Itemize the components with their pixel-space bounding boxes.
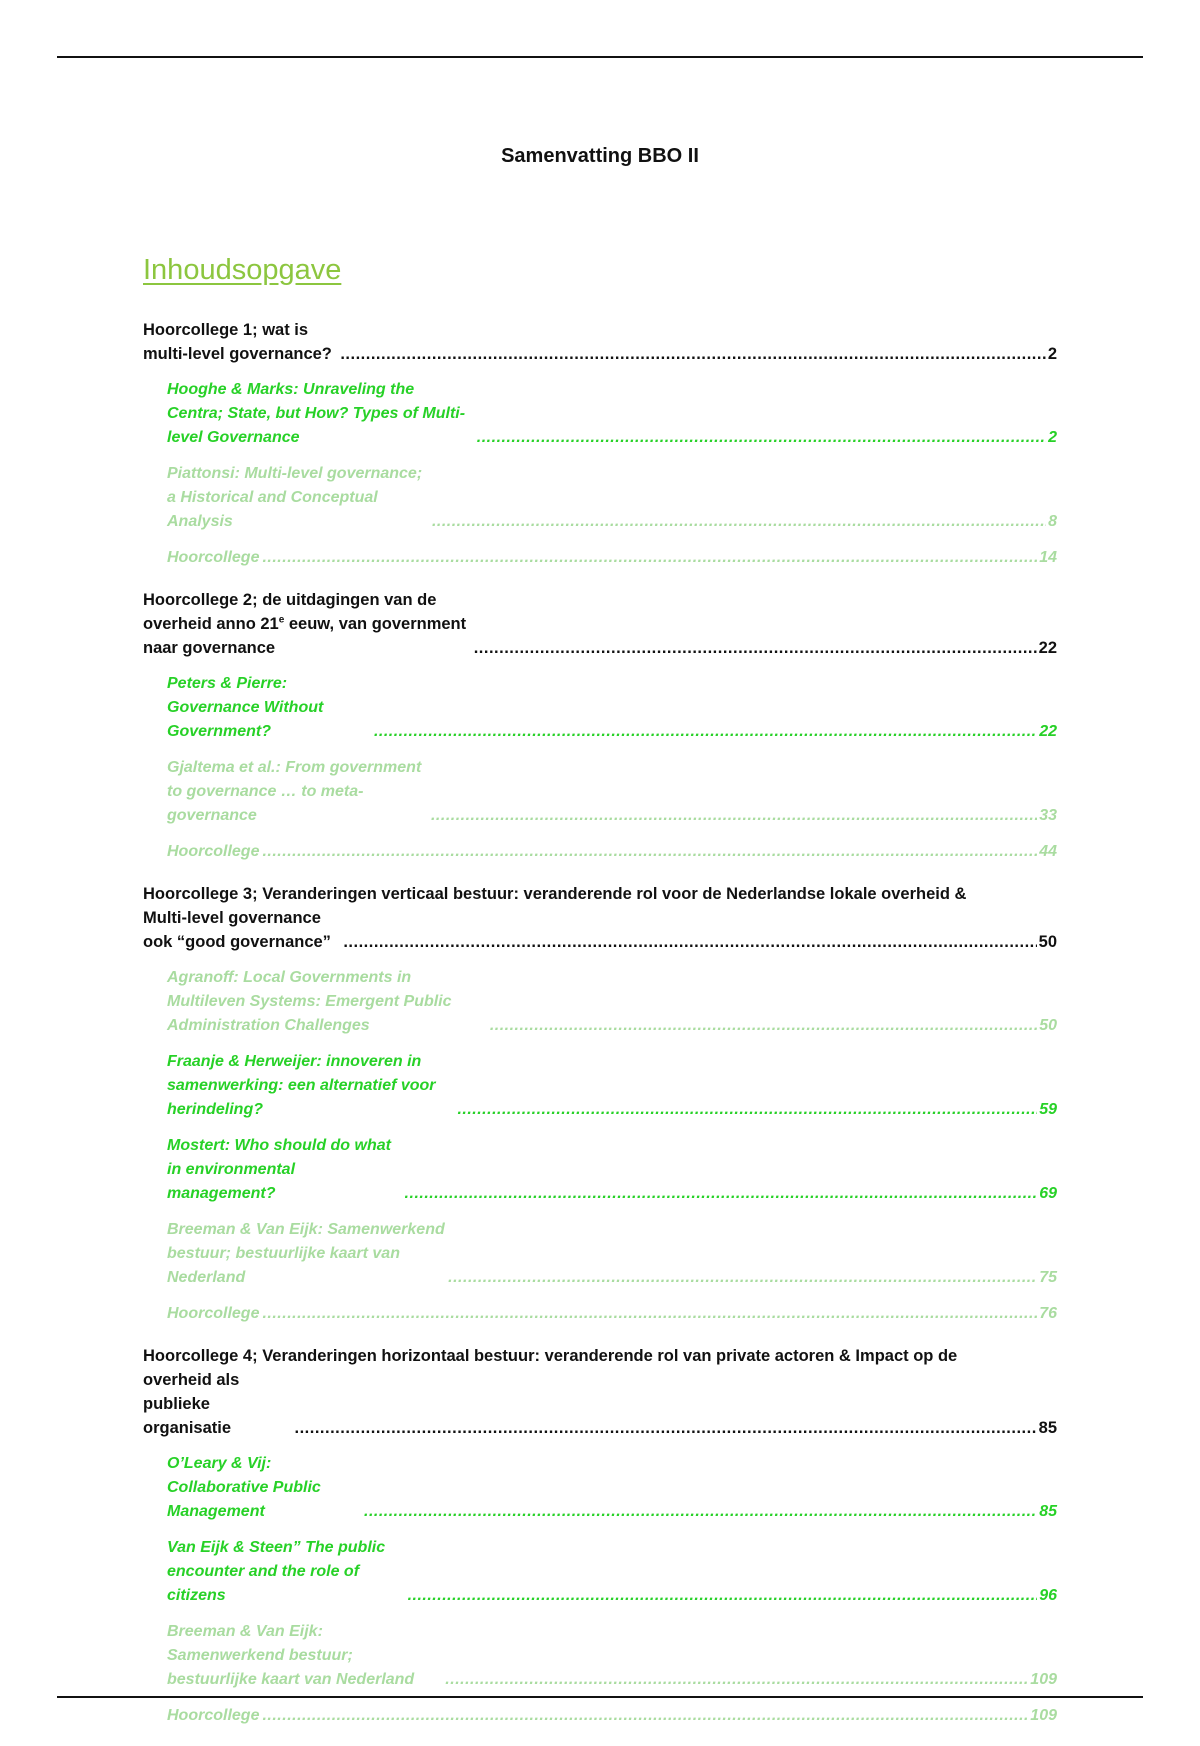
toc-entry-page: 2 (1047, 345, 1057, 363)
toc-entry[interactable] (143, 588, 1057, 660)
toc-entry-page: 22 (1038, 639, 1057, 657)
toc-subentry-title: Fraanje & Herweijer: innoveren in samenwerking: een alternatief voor herindeling? (167, 1053, 436, 1118)
toc-leader-dots (343, 935, 1036, 949)
toc-subentry-title: Gjaltema et al.: From government to governance … to meta-governance (167, 759, 422, 824)
toc-leader-dots (457, 1103, 1037, 1117)
toc-subentry-title: Peters & Pierre: Governance Without Government? (167, 675, 324, 740)
toc-subentry-title: Hoorcollege (167, 843, 260, 860)
toc-heading: Inhoudsopgave (143, 254, 342, 286)
toc-entry-page: 85 (1038, 1419, 1057, 1437)
toc-subentry[interactable] (167, 546, 1057, 570)
toc-entry-title: Hoorcollege 1; wat is multi-level governance? (143, 321, 332, 363)
toc-leader-dots (340, 347, 1045, 361)
toc-subentry-page: 109 (1030, 1707, 1057, 1724)
toc-subentry-title: O’Leary & Vij: Collaborative Public Management (167, 1455, 321, 1520)
toc-entry-title-line1[interactable]: Hoorcollege 3; Veranderingen verticaal bestuur: veranderende rol voor de Nederlandse lokale overheid & (143, 885, 967, 903)
toc-subentry-page: 109 (1030, 1671, 1057, 1688)
toc-leader-dots (432, 515, 1046, 529)
toc-subentry-title: Hoorcollege (167, 549, 260, 566)
toc-subentry-page: 2 (1048, 429, 1057, 446)
toc-group-3 (143, 882, 1057, 1326)
toc-subentry-page: 14 (1039, 549, 1057, 566)
header-rule (57, 56, 1143, 58)
toc-leader-dots (431, 809, 1037, 823)
toc-subentry[interactable] (167, 1704, 1057, 1728)
toc-subentry-title: Hoorcollege (167, 1707, 260, 1724)
toc-subentry[interactable] (167, 1134, 1057, 1206)
toc-subentry-title: Piattonsi: Multi-level governance; a Historical and Conceptual Analysis (167, 465, 423, 530)
toc-group-2 (143, 588, 1057, 864)
toc-leader-dots (364, 1505, 1037, 1519)
toc-subentry-page: 96 (1039, 1587, 1057, 1604)
toc-entry-title-line1[interactable]: Hoorcollege 4; Veranderingen horizontaal bestuur: veranderende rol van private actoren & Impact op de (143, 1347, 958, 1365)
toc-subentry-page: 33 (1039, 807, 1057, 824)
toc-subentry[interactable] (167, 1218, 1057, 1290)
toc-subentry-page: 22 (1039, 723, 1057, 740)
footer-rule (57, 1696, 1143, 1698)
toc-subentry[interactable] (167, 1302, 1057, 1326)
toc-subentry[interactable] (167, 672, 1057, 744)
toc-leader-dots (405, 1187, 1038, 1201)
toc-subentry[interactable] (167, 1620, 1057, 1692)
toc-subentry-title: Hoorcollege (167, 1305, 260, 1322)
toc-entry-title: Hoorcollege 2; de uitdagingen van de overheid anno 21e eeuw, van government naar governance (143, 591, 467, 657)
toc-subentry-page: 8 (1048, 513, 1057, 530)
toc-group-1 (143, 318, 1057, 570)
toc-entry-page: 50 (1038, 933, 1057, 951)
toc-subentry[interactable] (167, 840, 1057, 864)
toc-entry[interactable] (143, 906, 1057, 954)
toc-subentry-page: 76 (1039, 1305, 1057, 1322)
toc-subentry-page: 69 (1039, 1185, 1057, 1202)
toc-leader-dots (490, 1019, 1037, 1033)
toc-entry[interactable] (143, 318, 1057, 366)
toc-leader-dots (262, 1307, 1037, 1321)
toc-leader-dots (295, 1421, 1037, 1435)
toc-subentry-page: 85 (1039, 1503, 1057, 1520)
toc-leader-dots (448, 1271, 1037, 1285)
toc-subentry-title: Agranoff: Local Governments in Multileven Systems: Emergent Public Administration Challenges (167, 969, 452, 1034)
toc-subentry[interactable] (167, 1050, 1057, 1122)
toc-leader-dots (408, 1589, 1038, 1603)
document-title: Samenvatting BBO II (501, 145, 699, 167)
toc-leader-dots (477, 431, 1046, 445)
toc-subentry-title: Hooghe & Marks: Unraveling the Centra; State, but How? Types of Multi-level Governance (167, 381, 466, 446)
toc-leader-dots (262, 1709, 1028, 1723)
toc-subentry[interactable] (167, 1452, 1057, 1524)
toc-leader-dots (445, 1673, 1028, 1687)
toc-subentry-title: Mostert: Who should do what in environmental management? (167, 1137, 391, 1202)
toc-subentry[interactable] (167, 378, 1057, 450)
toc-subentry-page: 59 (1039, 1101, 1057, 1118)
toc-leader-dots (474, 641, 1037, 655)
toc-subentry-title: Breeman & Van Eijk: Samenwerkend bestuur; bestuurlijke kaart van Nederland (167, 1623, 415, 1688)
toc-subentry[interactable] (167, 966, 1057, 1038)
toc-subentry-page: 44 (1039, 843, 1057, 860)
toc-subentry-title: Van Eijk & Steen” The public encounter and the role of citizens (167, 1539, 386, 1604)
toc-subentry[interactable] (167, 1536, 1057, 1608)
toc-entry[interactable] (143, 1368, 1057, 1440)
toc-leader-dots (374, 725, 1037, 739)
toc-subentry-title: Breeman & Van Eijk: Samenwerkend bestuur; bestuurlijke kaart van Nederland (167, 1221, 445, 1286)
toc-subentry-page: 75 (1039, 1269, 1057, 1286)
toc-entry-title: overheid als publieke organisatie (143, 1371, 240, 1437)
toc-subentry-page: 50 (1039, 1017, 1057, 1034)
toc-leader-dots (262, 845, 1037, 859)
toc-subentry[interactable] (167, 756, 1057, 828)
toc-entry-title: Multi-level governance ook “good governance” (143, 909, 331, 951)
toc-leader-dots (262, 551, 1037, 565)
table-of-contents (143, 318, 1057, 1746)
toc-subentry[interactable] (167, 462, 1057, 534)
toc-group-4 (143, 1344, 1057, 1728)
